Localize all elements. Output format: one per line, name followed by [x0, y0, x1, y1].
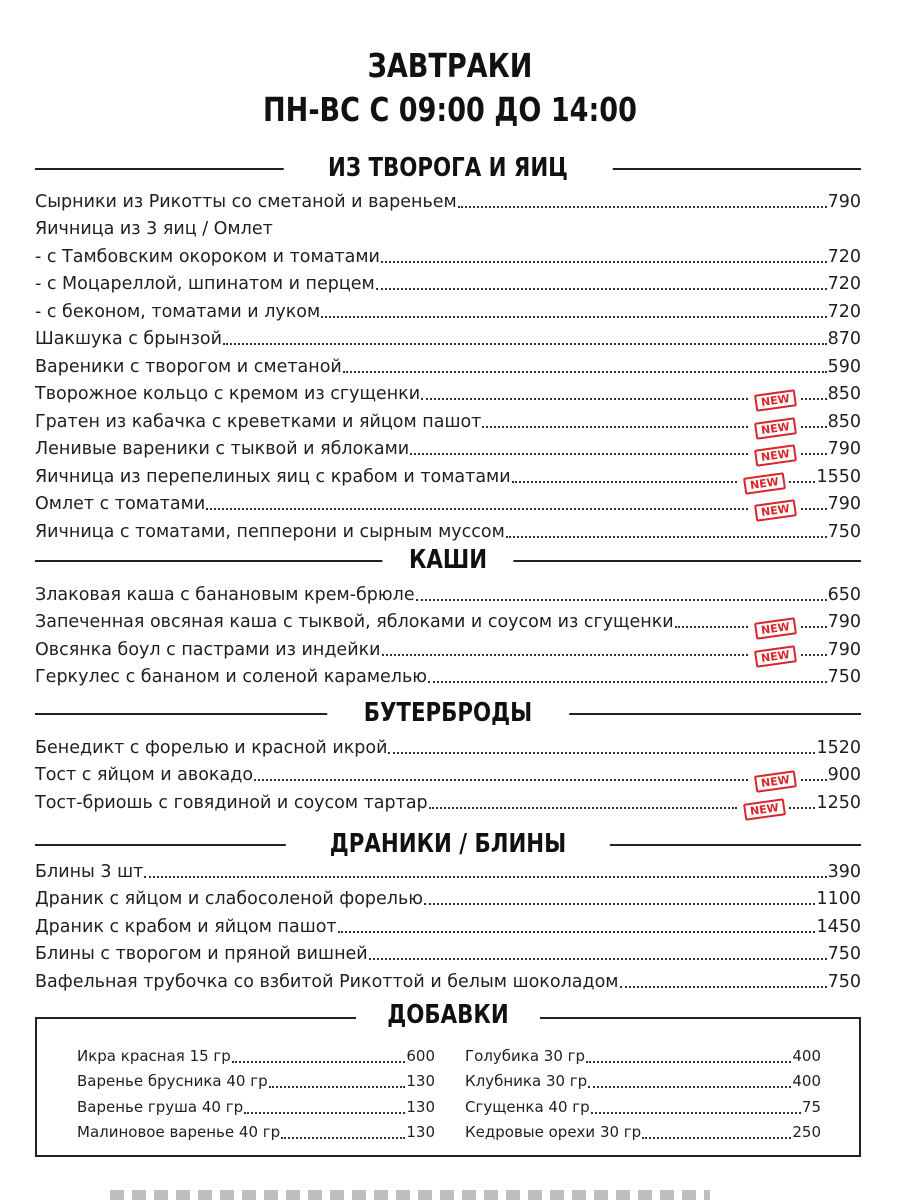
menu-item-name: Клубника 30 гр	[465, 1072, 588, 1090]
menu-item	[35, 433, 861, 464]
menu-item-price: 720	[827, 301, 861, 322]
dot-leader	[801, 453, 827, 455]
dot-leader	[512, 481, 737, 483]
menu-item	[35, 488, 861, 519]
menu-item	[77, 1067, 435, 1093]
menu-hours: ПН-ВС С 09:00 ДО 14:00	[263, 90, 637, 129]
dot-leader	[801, 654, 827, 656]
menu-item-price: 790	[827, 191, 861, 212]
dot-leader	[482, 426, 747, 428]
dot-leader	[801, 779, 827, 781]
menu-item-name: Тост-бриошь с говядиной и соусом тартар	[35, 792, 428, 813]
menu-item-price: 1100	[816, 889, 861, 909]
menu-item	[465, 1118, 821, 1144]
new-badge: NEW	[754, 389, 797, 412]
menu-item-name: Запеченная овсяная каша с тыквой, яблоками и соусом из сгущенки	[35, 612, 674, 632]
menu-item-name: Варенье брусника 40 гр	[77, 1072, 268, 1090]
dot-leader	[338, 931, 816, 933]
menu-item	[465, 1067, 821, 1093]
menu-item	[35, 213, 861, 241]
menu-item-price: 650	[827, 584, 861, 605]
menu-item-name: Сгущенка 40 гр	[465, 1097, 590, 1116]
menu-item-name: Злаковая каша с банановым крем-брюле	[35, 584, 415, 605]
menu-item-price: 850	[827, 411, 861, 432]
menu-item-name: Драник с крабом и яйцом пашот	[35, 916, 337, 937]
section-header-tvorog	[35, 150, 861, 186]
addons-right-column	[465, 1041, 821, 1143]
menu-item-name: Яичница из перепелиных яиц с крабом и томатами	[35, 466, 511, 487]
dot-leader	[269, 1086, 406, 1088]
dot-leader	[369, 958, 827, 960]
menu-item-name: Гратен из кабачка с креветками и яйцом пашот	[35, 411, 482, 432]
dot-leader	[416, 599, 827, 601]
section-list-draniki	[35, 855, 861, 993]
menu-item	[35, 786, 861, 818]
dot-leader	[232, 1061, 406, 1063]
addons-left-column	[77, 1041, 435, 1143]
menu-item	[77, 1118, 435, 1144]
new-badge: NEW	[754, 417, 797, 440]
menu-item-name: Ленивые вареники с тыквой и яблоками	[35, 439, 410, 459]
addons-title: ДОБАВКИ	[387, 1000, 509, 1030]
menu-item-price: 790	[827, 494, 861, 514]
menu-item-price: 790	[827, 439, 861, 459]
menu-item-name: Варенье груша 40 гр	[77, 1097, 244, 1116]
menu-item-price: 870	[827, 329, 861, 349]
menu-item-name: Блины с творогом и пряной вишней	[35, 944, 368, 964]
menu-item-name: Икра красная 15 гр	[77, 1046, 231, 1065]
menu-item-name: Овсянка боул с пастрами из индейки	[35, 639, 381, 660]
new-badge: NEW	[754, 499, 797, 522]
section-title: КАШИ	[408, 545, 488, 575]
dot-leader	[376, 288, 827, 290]
menu-item-price: 130	[406, 1072, 435, 1090]
menu-item-name: Вафельная трубочка со взбитой Рикоттой и белым шоколадом	[35, 971, 619, 992]
dot-leader	[642, 1137, 791, 1139]
menu-item-price: 720	[827, 274, 861, 294]
menu-item	[465, 1041, 821, 1067]
menu-item	[35, 323, 861, 351]
dot-leader	[206, 508, 748, 510]
dot-leader	[381, 261, 827, 263]
menu-item-name: Голубика 30 гр	[465, 1046, 586, 1065]
menu-item	[77, 1092, 435, 1118]
dot-leader	[591, 1112, 801, 1114]
section-list-tvorog	[35, 185, 861, 543]
menu-item-price: 130	[406, 1097, 435, 1116]
menu-item-price: 790	[827, 612, 861, 632]
menu-item-name: - с Моцареллой, шпинатом и перцем	[35, 274, 375, 294]
dot-leader	[388, 752, 815, 754]
dot-leader	[458, 206, 827, 208]
menu-item-name: Яичница из 3 яиц / Омлет	[35, 219, 273, 239]
dot-leader	[675, 626, 748, 628]
footer-cropped-text	[110, 1190, 710, 1200]
menu-item	[35, 268, 861, 296]
section-title: ИЗ ТВОРОГА И ЯИЦ	[328, 153, 568, 183]
dot-leader	[421, 398, 748, 400]
menu-item	[35, 350, 861, 378]
menu-item-price: 1550	[816, 466, 861, 487]
dot-leader	[424, 903, 815, 905]
section-list-buterbrody	[35, 731, 861, 818]
menu-item-price: 130	[406, 1123, 435, 1141]
menu-item-name: Омлет с томатами	[35, 494, 206, 514]
menu-item-name: - с Тамбовским окороком и томатами	[35, 246, 380, 267]
dot-leader	[382, 654, 748, 656]
new-badge: NEW	[754, 770, 797, 793]
new-badge: NEW	[754, 645, 797, 668]
menu-item-name: Творожное кольцо с кремом из сгущенки	[35, 384, 421, 404]
menu-item-price: 750	[827, 521, 861, 542]
dot-leader	[801, 398, 827, 400]
menu-item	[35, 515, 861, 543]
menu-item-price: 790	[827, 639, 861, 660]
new-badge: NEW	[754, 617, 797, 640]
menu-item-price: 250	[792, 1123, 821, 1141]
menu-item-price: 1520	[816, 737, 861, 758]
menu-item-price: 400	[792, 1072, 821, 1090]
menu-item	[35, 855, 861, 883]
menu-item-price: 400	[792, 1046, 821, 1065]
new-badge: NEW	[754, 444, 797, 467]
menu-item	[35, 938, 861, 966]
menu-item-price: 590	[827, 356, 861, 377]
menu-item-name: Геркулес с бананом и соленой карамелью	[35, 667, 428, 687]
menu-item-price: 1450	[816, 916, 861, 937]
menu-item	[465, 1092, 821, 1118]
menu-item	[35, 731, 861, 759]
menu-item-name: Яичница с томатами, пепперони и сырным муссом	[35, 521, 505, 542]
menu-item-price: 750	[827, 944, 861, 964]
new-badge: NEW	[743, 472, 786, 495]
dot-leader	[801, 626, 827, 628]
menu-item-price: 850	[827, 384, 861, 404]
menu-item-name: Вареники с творогом и сметаной	[35, 356, 342, 377]
menu-item-name: Бенедикт с форелью и красной икрой	[35, 737, 388, 758]
section-title: ДРАНИКИ / БЛИНЫ	[329, 829, 567, 859]
dot-leader	[281, 1137, 405, 1139]
section-header-kashi	[35, 542, 861, 578]
addons-box	[35, 1000, 861, 1157]
menu-item-name: Шакшука с брынзой	[35, 329, 222, 349]
menu-item-name: Сырники из Рикотты со сметаной и вареньем	[35, 191, 457, 212]
dot-leader	[620, 986, 827, 988]
menu-item	[35, 965, 861, 993]
menu-item-name: Тост с яйцом и авокадо	[35, 765, 254, 785]
dot-leader	[586, 1061, 791, 1063]
new-badge: NEW	[743, 798, 786, 821]
dot-leader	[789, 807, 815, 809]
menu-item-price: 390	[827, 861, 861, 882]
section-header-buterbrody	[35, 695, 861, 731]
menu-item-price: 720	[827, 246, 861, 267]
dot-leader	[223, 343, 827, 345]
dot-leader	[410, 453, 748, 455]
menu-item	[35, 759, 861, 790]
menu-item-name: Кедровые орехи 30 гр	[465, 1123, 642, 1141]
menu-item	[35, 378, 861, 409]
dot-leader	[428, 681, 827, 683]
dot-leader	[254, 779, 748, 781]
menu-item-name: Блины 3 шт	[35, 861, 144, 882]
section-list-kashi	[35, 578, 861, 688]
dot-leader	[801, 508, 827, 510]
section-title: БУТЕРБРОДЫ	[363, 698, 533, 728]
menu-item-price: 600	[406, 1046, 435, 1065]
menu-item	[35, 405, 861, 437]
menu-item-price: 750	[827, 667, 861, 687]
dot-leader	[506, 536, 827, 538]
dot-leader	[321, 316, 826, 318]
menu-item-price: 1250	[816, 792, 861, 813]
dot-leader	[801, 426, 827, 428]
dot-leader	[429, 807, 737, 809]
menu-item	[35, 578, 861, 606]
dot-leader	[588, 1086, 791, 1088]
menu-title: ЗАВТРАКИ	[367, 46, 533, 85]
menu-item	[35, 606, 861, 637]
menu-item	[35, 295, 861, 323]
menu-item	[35, 460, 861, 492]
menu-item-name: - с беконом, томатами и луком	[35, 301, 321, 322]
menu-item	[35, 910, 861, 938]
dot-leader	[144, 876, 826, 878]
dot-leader	[789, 481, 815, 483]
menu-item-price: 900	[827, 765, 861, 785]
menu-item-name: Малиновое варенье 40 гр	[77, 1123, 281, 1141]
menu-item	[35, 661, 861, 689]
menu-item	[35, 240, 861, 268]
menu-item-price: 75	[801, 1097, 821, 1116]
menu-item	[77, 1041, 435, 1067]
menu-item	[35, 633, 861, 665]
menu-item-name: Драник с яйцом и слабосоленой форелью	[35, 889, 424, 909]
dot-leader	[244, 1112, 405, 1114]
menu-item-price: 750	[827, 971, 861, 992]
menu-item	[35, 883, 861, 911]
menu-item	[35, 185, 861, 213]
dot-leader	[343, 371, 827, 373]
